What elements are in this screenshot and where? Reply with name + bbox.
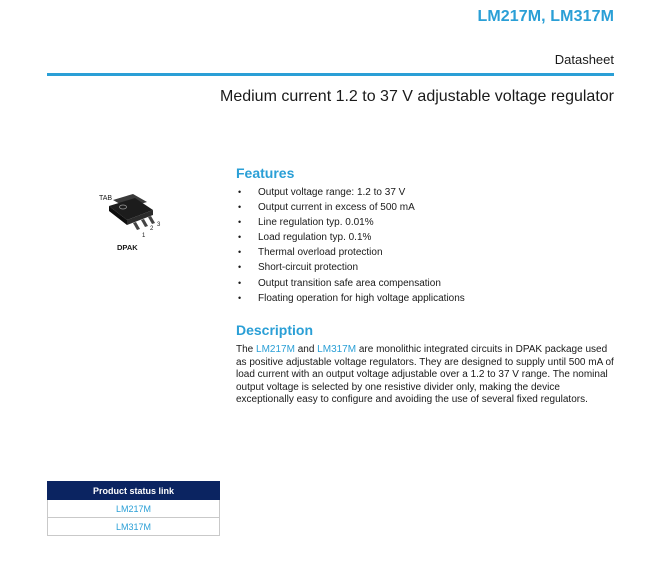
description-paragraph <box>236 344 616 407</box>
pin-2-label: 2 <box>150 226 154 232</box>
description-heading: Description <box>236 322 314 338</box>
product-status-header: Product status link <box>48 482 220 500</box>
description-text: are monolithic integrated circuits in DPAK package used as positive adjustable voltage regulators. They are designed to supply until 500 mA of load current with an output voltage adjustable over a 1.2 to 37 V range. The nominal output voltage is selected by one resistive divider only, making the device exceptionally easy to configure and avoiding the use of several fixed regulators. <box>236 344 614 406</box>
feature-text: Short-circuit protection <box>258 262 359 274</box>
feature-item: • Load regulation typ. 0.1% <box>238 232 372 244</box>
product-status-link-lm317m[interactable]: LM317M <box>48 518 220 536</box>
document-subtitle: Medium current 1.2 to 37 V adjustable voltage regulator <box>219 88 614 105</box>
lm217m-link[interactable]: LM217M <box>256 344 295 355</box>
header-divider <box>47 73 614 76</box>
feature-text: Load regulation typ. 0.1% <box>258 232 372 244</box>
product-status-table <box>47 481 220 536</box>
feature-text: Output transition safe area compensation <box>258 277 441 289</box>
feature-item: • Short-circuit protection <box>238 262 359 274</box>
feature-item: • Thermal overload protection <box>238 247 383 259</box>
feature-text: Floating operation for high voltage applications <box>258 292 465 304</box>
document-type: Datasheet <box>554 52 614 67</box>
document-title: LM217M, LM317M <box>477 8 614 25</box>
feature-item: • Output current in excess of 500 mA <box>238 202 415 214</box>
feature-text: Thermal overload protection <box>258 247 383 259</box>
features-heading: Features <box>236 165 295 181</box>
lm317m-link[interactable]: LM317M <box>317 344 357 355</box>
pin-1-label: 1 <box>142 233 146 239</box>
description-text: The <box>236 344 257 355</box>
feature-item: • Floating operation for high voltage applications <box>238 292 465 304</box>
feature-item: • Line regulation typ. 0.01% <box>238 217 374 229</box>
features-list <box>236 185 465 306</box>
feature-text: Line regulation typ. 0.01% <box>258 217 374 229</box>
feature-text: Output voltage range: 1.2 to 37 V <box>258 187 406 198</box>
package-name: DPAK <box>117 243 138 252</box>
description-text: and <box>294 344 318 355</box>
feature-item: • Output voltage range: 1.2 to 37 V <box>238 187 406 198</box>
package-tab-label: TAB <box>99 195 113 202</box>
pin-3-label: 3 <box>157 222 161 228</box>
product-status-link-lm217m[interactable]: LM217M <box>48 500 220 518</box>
feature-text: Output current in excess of 500 mA <box>258 202 415 214</box>
feature-item: • Output transition safe area compensation <box>238 277 441 289</box>
